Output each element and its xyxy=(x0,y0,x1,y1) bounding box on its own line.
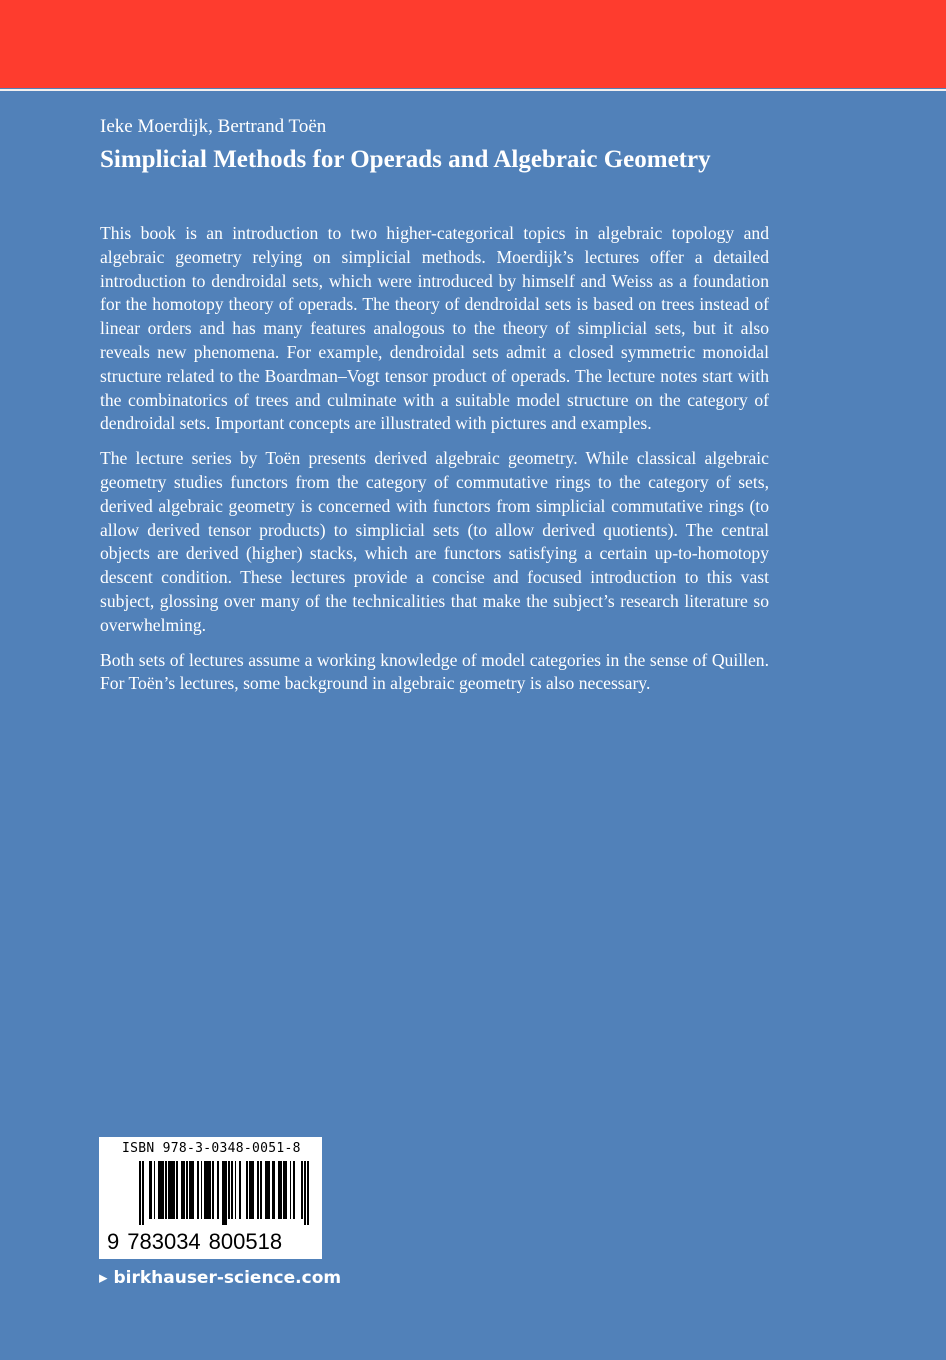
blurb xyxy=(100,222,769,707)
divider-line xyxy=(0,89,946,91)
barcode-bar xyxy=(209,1161,211,1219)
barcode-bar xyxy=(257,1161,259,1219)
barcode-bar xyxy=(225,1161,227,1225)
barcode-bar xyxy=(235,1161,237,1219)
barcode-bar xyxy=(165,1161,167,1219)
barcode-bar xyxy=(212,1161,214,1219)
barcode-bar xyxy=(150,1161,152,1219)
barcode-bar xyxy=(280,1161,282,1219)
barcode-bar xyxy=(217,1161,219,1219)
isbn-barcode xyxy=(99,1137,322,1259)
barcode-bar xyxy=(162,1161,164,1219)
barcode-digit-group: 783034 xyxy=(127,1229,201,1254)
barcode-bar xyxy=(176,1161,178,1219)
barcode-bar xyxy=(301,1161,303,1219)
publisher-link[interactable]: ▸ birkhauser-science.com xyxy=(99,1268,342,1288)
barcode-bar xyxy=(285,1161,287,1219)
barcode-bar xyxy=(192,1161,194,1219)
barcode-bar xyxy=(201,1161,203,1219)
barcode-bar xyxy=(231,1161,233,1219)
barcode-bar xyxy=(197,1161,199,1219)
barcode-bar xyxy=(293,1161,295,1219)
barcode-digits xyxy=(107,1229,282,1255)
isbn-text: ISBN 978-3-0348-0051-8 xyxy=(122,1141,301,1156)
authors: Ieke Moerdijk, Bertrand Toën xyxy=(100,116,327,137)
barcode-bar xyxy=(154,1161,156,1219)
barcode-bar xyxy=(228,1161,230,1219)
barcode-bar xyxy=(186,1161,188,1219)
paragraph: This book is an introduction to two higher-categorical topics in algebraic topology and algebraic geometry relying on simplicial methods. Moerdijk’s lectures offer a detailed introduction to dendroidal sets, which were introduced by himself and Weiss as a foundation for the homotopy theory of operads. The theory of dendroidal sets is based on trees instead of linear orders and has many features analogous to the theory of simplicial sets, but it also reveals new phenomena. For example, dendroidal sets admit a closed symmetric monoidal structure related to the Boardman–Vogt tensor product of operads. The lecture notes start with the combinatorics of trees and culminate with a suitable model structure on the category of dendroidal sets. Important concepts are illustrated with pictures and examples. xyxy=(100,223,769,434)
barcode-bar xyxy=(273,1161,275,1219)
barcode-bar xyxy=(246,1161,248,1219)
barcode-digit-group: 800518 xyxy=(208,1229,283,1254)
barcode-bar xyxy=(142,1161,144,1225)
barcode-bar xyxy=(183,1161,185,1219)
barcode-bar xyxy=(173,1161,175,1219)
barcode-bar xyxy=(304,1161,306,1225)
paragraph: The lecture series by Toën presents derived algebraic geometry. While classical algebraic geometry studies functors from the category of commutative rings to the category of sets, derived algebraic geometry is concerned with functors from simplicial commutative rings (to allow derived tensor products) to simplicial sets (to allow derived quotients). The central objects are derived (higher) stacks, which are functors satisfying a certain up-to-homotopy descent condition. These lectures provide a concise and focused introduction to this vast subject, glossing over many of the technicalities that make the subject’s research literature so overwhelming. xyxy=(100,448,769,635)
barcode-bar xyxy=(269,1161,271,1219)
barcode-bar xyxy=(252,1161,254,1219)
barcode-bar xyxy=(260,1161,262,1219)
book-title: Simplicial Methods for Operads and Algebraic Geometry xyxy=(100,146,711,173)
barcode-bars xyxy=(139,1161,309,1225)
paragraph: Both sets of lectures assume a working knowledge of model categories in the sense of Quillen. For Toën’s lectures, some background in algebraic geometry is also necessary. xyxy=(100,649,769,694)
barcode-bar xyxy=(139,1161,141,1225)
barcode-bar xyxy=(290,1161,292,1219)
barcode-bar xyxy=(239,1161,241,1219)
barcode-bar xyxy=(307,1161,309,1225)
top-color-band xyxy=(0,0,946,88)
barcode-digit-group: 9 xyxy=(107,1229,120,1254)
